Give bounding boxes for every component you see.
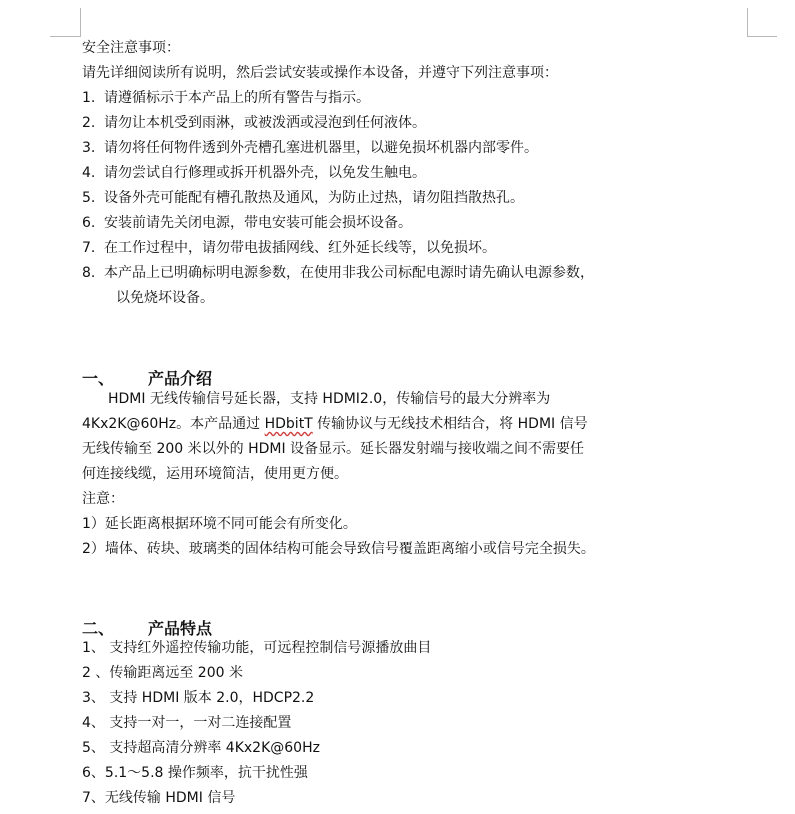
item-text: 设备外壳可能配有槽孔散热及通风，为防止过热，请勿阻挡散热孔。 — [104, 190, 524, 206]
section-title: 产品特点 — [148, 619, 213, 638]
safety-intro: 请先详细阅读所有说明，然后尝试安装或操作本设备，并遵守下列注意事项： — [82, 65, 558, 81]
page-corner-mark-top-left-vertical — [80, 8, 81, 37]
safety-title: 安全注意事项： — [82, 40, 180, 56]
item-text: 安装前请先关闭电源，带电安装可能会损坏设备。 — [104, 215, 412, 231]
item-text: 请遵循标示于本产品上的所有警告与指示。 — [104, 90, 370, 106]
page-corner-mark-top-left — [50, 36, 80, 37]
feature-item-4: 4、 支持一对一，一对二连接配置 — [82, 715, 292, 731]
safety-item-8-continued: 以免烧坏设备。 — [116, 290, 214, 306]
safety-item-3 — [82, 138, 538, 158]
intro-paragraph-line-1: HDMI 无线传输信号延长器，支持 HDMI2.0，传输信号的最大分辨率为 — [108, 391, 551, 407]
item-text: 在工作过程中，请勿带电拔插网线、红外延长线等，以免损坏。 — [104, 240, 496, 256]
item-number: 3. — [82, 140, 96, 156]
intro-paragraph-line-4: 何连接线缆，运用环境简洁，使用更方便。 — [82, 466, 348, 482]
feature-item-1: 1、 支持红外遥控传输功能，可远程控制信号源播放曲目 — [82, 640, 432, 656]
note-item-2: 2）墙体、砖块、玻璃类的固体结构可能会导致信号覆盖距离缩小或信号完全损失。 — [82, 541, 595, 557]
safety-item-7 — [82, 238, 496, 258]
item-text: 请勿尝试自行修理或拆开机器外壳，以免发生触电。 — [104, 165, 426, 181]
safety-item-5 — [82, 188, 524, 208]
safety-item-2 — [82, 113, 426, 133]
item-text: 请勿让本机受到雨淋，或被泼洒或浸泡到任何液体。 — [104, 115, 426, 131]
item-text: 请勿将任何物件透到外壳槽孔塞进机器里，以避免损坏机器内部零件。 — [104, 140, 538, 156]
intro-text-part: 传输协议与无线技术相结合，将 HDMI 信号 — [312, 416, 588, 432]
item-number: 5. — [82, 190, 96, 206]
feature-item-7: 7、无线传输 HDMI 信号 — [82, 790, 236, 806]
safety-item-1 — [82, 88, 370, 108]
intro-paragraph-line-2 — [82, 414, 588, 434]
item-number: 8. — [82, 265, 96, 281]
feature-item-2: 2 、传输距离远至 200 米 — [82, 665, 243, 681]
section-number: 二、 — [82, 619, 115, 638]
safety-item-6 — [82, 213, 412, 233]
item-number: 1. — [82, 90, 96, 106]
item-text: 本产品上已明确标明电源参数，在使用非我公司标配电源时请先确认电源参数， — [104, 265, 594, 281]
page-corner-mark-top-right — [747, 36, 777, 37]
feature-item-5: 5、 支持超高清分辨率 4Kx2K@60Hz — [82, 740, 320, 756]
section-title: 产品介绍 — [148, 369, 213, 388]
section-heading-product-intro — [82, 366, 212, 389]
feature-item-6: 6、5.1～5.8 操作频率，抗干扰性强 — [82, 765, 308, 781]
item-number: 2. — [82, 115, 96, 131]
item-number: 7. — [82, 240, 96, 256]
item-number: 4. — [82, 165, 96, 181]
note-item-1: 1）延长距离根据环境不同可能会有所变化。 — [82, 516, 357, 532]
intro-paragraph-line-3: 无线传输至 200 米以外的 HDMI 设备显示。延长器发射端与接收端之间不需要任 — [82, 441, 585, 457]
safety-item-8 — [82, 263, 594, 283]
intro-text-part: 4Kx2K@60Hz。本产品通过 — [82, 416, 265, 432]
section-heading-product-features — [82, 616, 212, 639]
feature-item-3: 3、 支持 HDMI 版本 2.0，HDCP2.2 — [82, 690, 315, 706]
page-corner-mark-top-right-vertical — [747, 8, 748, 37]
note-title: 注意： — [82, 491, 124, 507]
item-number: 6. — [82, 215, 96, 231]
section-number: 一、 — [82, 369, 115, 388]
safety-item-4 — [82, 163, 426, 183]
spellcheck-word: HDbitT — [264, 416, 313, 432]
